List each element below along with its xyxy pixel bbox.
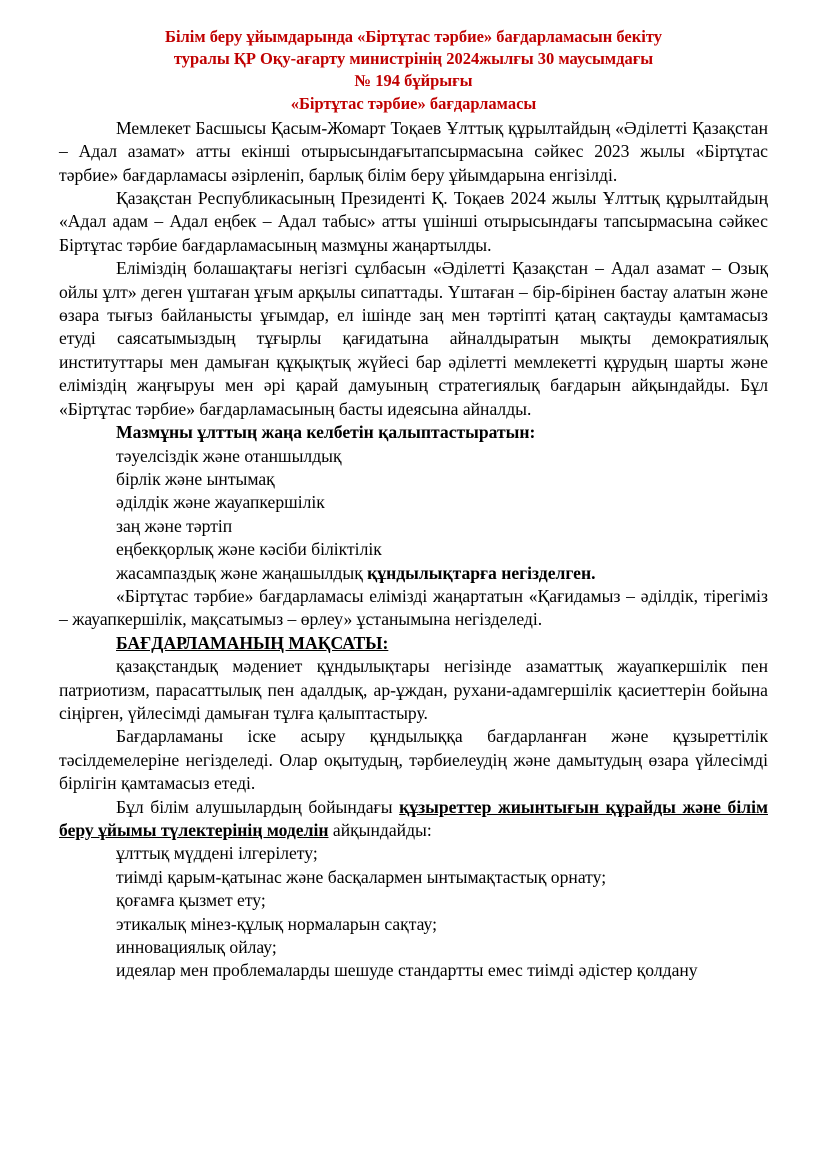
list-item: инновациялық ойлау; [116,937,277,958]
values-heading: Мазмұны ұлттың жаңа келбетін қалыптастыратын: [116,422,536,443]
goal-heading-wrap [59,632,768,655]
principle-paragraph: «Біртұтас тәрбие» бағдарламасы елімізді жаңартатын «Қағидамыз – әділдік, тірегіміз – жауапкершілік, мақсатымыз – өрлеу» ұстанымына негізделеді. [59,585,768,630]
title-line-2: туралы ҚР Оқу-ағарту министрінің 2024жылғы 30 маусымдағы [173,49,654,69]
competency-lead: Бұл білім алушылардың бойындағы [116,796,400,817]
list-item: әділдік және жауапкершілік [116,492,325,513]
title-line-3: № 194 бұйрығы [354,71,473,91]
list-item: тиімді қарым-қатынас және басқалармен ынтымақтастық орнату; [116,866,607,887]
list-item: заң және тәртіп [116,515,233,536]
list-item: тәуелсіздік және отаншылдық [116,445,342,466]
list-item: қоғамға қызмет ету; [116,890,266,911]
competency-tail: айқындайды: [328,820,432,840]
values-last-bold: құндылықтарға негізделген. [367,562,596,583]
competency-bold-underline: құзыреттер жиынтығын құрайды және білім беру ұйымы түлектерінің моделін [59,796,768,840]
goal-paragraph: қазақстандық мәдениет құндылықтары негізінде азаматтық жауапкершілік пен патриотизм, парасаттылық пен адалдық, ар-ұждан, рухани-адамгершілік қасиеттерін бойына сіңірген, үйлесімді дамыған тұлға қалыптастыру. [59,656,768,723]
list-item-values-last [59,562,768,585]
competency-paragraph [59,796,768,843]
list-item: бірлік және ынтымақ [116,468,275,489]
list-item: еңбекқорлық және кәсіби біліктілік [116,539,382,560]
implementation-paragraph: Бағдарламаны іске асыру құндылыққа бағдарланған және құзыреттілік тәсілдемелеріне негізделеді. Олар оқытудың, тәрбиелеудің және дамытудың өзара үйлесімді бірлігін қамтамасыз етеді. [59,726,768,794]
document-title-block [59,26,768,115]
paragraph-1: Мемлекет Басшысы Қасым-Жомарт Тоқаев Ұлттық құрылтайдың «Әділетті Қазақстан – Адал азамат» атты екінші отырысындағытапсырмасына сәйкес 2023 жылы «Біртұтас тәрбие» бағдарламасы әзірленіп, барлық білім беру ұйымдарына енгізілді. [59,117,768,185]
list-item: этикалық мінез-құлық нормаларын сақтау; [116,913,437,934]
list-item: ұлттық мүддені ілгерілету; [116,843,318,864]
paragraph-2: Қазақстан Республикасының Президенті Қ. Тоқаев 2024 жылы Ұлттық құрылтайдың «Адал адам – Адал еңбек – Адал табыс» атты үшінші отырысындағы тапсырмасына сәйкес Біртұтас тәрбие бағдарламасының мазмұны жаңартылды. [59,188,768,255]
title-line-4: «Біртұтас тәрбие» бағдарламасы [290,93,537,113]
goal-heading: БАҒДАРЛАМАНЫҢ МАҚСАТЫ: [116,632,389,653]
values-last-plain: жасампаздық және жаңашылдық [116,562,368,583]
title-line-1: Білім беру ұйымдарында «Біртұтас тәрбие» бағдарламасын бекіту [165,27,662,46]
paragraph-3: Еліміздің болашақтағы негізгі сұлбасын «Әділетті Қазақстан – Адал азамат – Озық ойлы ұлт» деген үштаған ұғым арқылы сипаттады. Үштаған – бір-бірінен бастау алатын және өзара тығыз байланысты ұғымдар, ел ішінде заң мен тәртіпті қатаң сақтауды қамтамасыз етуді саясатымыздың тұғырлы қағидатына айналдыратын мықты демократиялық институттары мен дамыған құқықтық жүйесі бар әділетті мемлекетті құрудың шарты және еліміздің жаңғыруы мен әрі қарай дамуының стратегиялық бағдарын айқындайды. Бұл «Біртұтас тәрбие» бағдарламасының басты идеясына айналды. [59,258,768,419]
list-item-competency-last: идеялар мен проблемаларды шешуде стандартты емес тиімді әдістер қолдану [116,960,698,981]
